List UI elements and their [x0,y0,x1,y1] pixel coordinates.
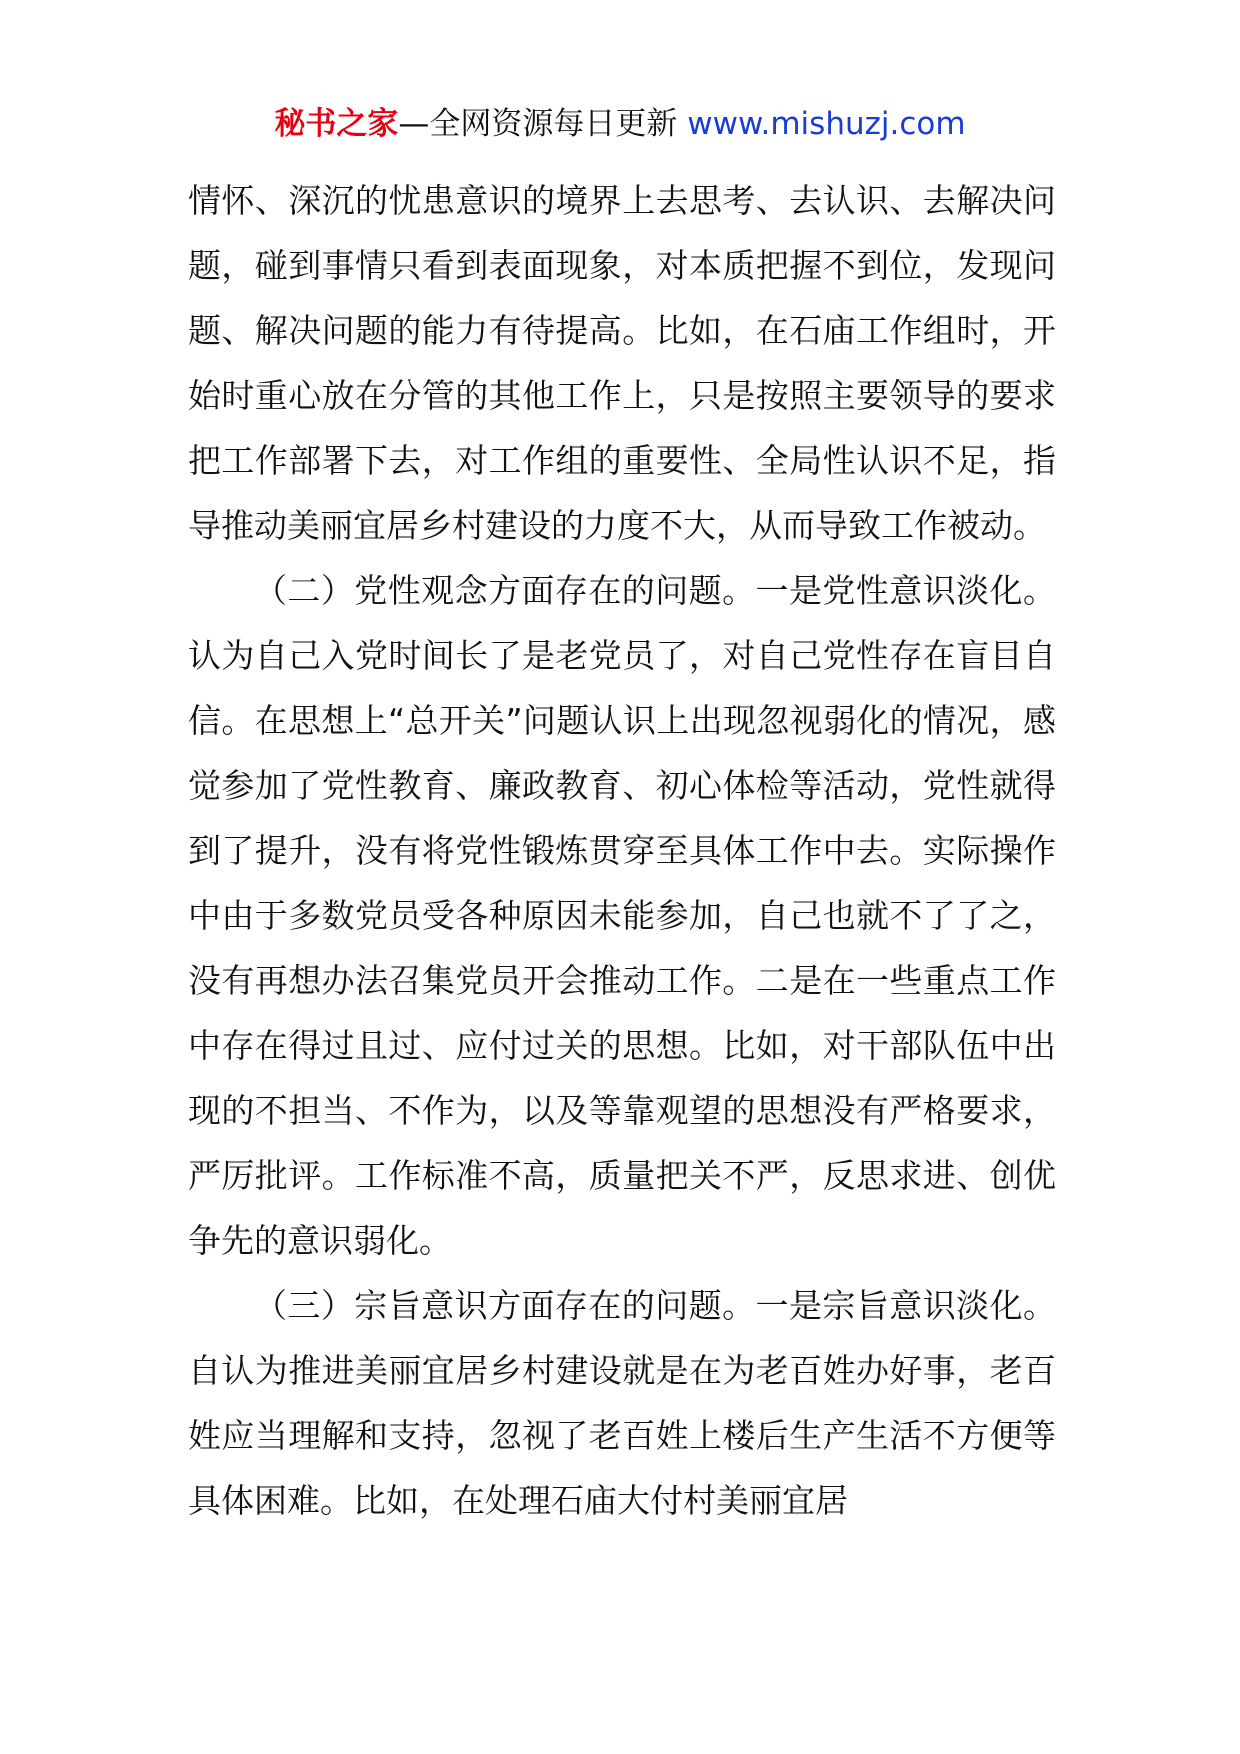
site-banner [0,104,1240,144]
site-url-link[interactable]: www.mishuzj.com [687,106,966,142]
paragraph-1: 情怀、深沉的忧患意识的境界上去思考、去认识、去解决问题，碰到事情只看到表面现象，对本质把握不到位，发现问题、解决问题的能力有待提高。比如，在石庙工作组时，开始时重心放在分管的其他工作上，只是按照主要领导的要求把工作部署下去，对工作组的重要性、全局性认识不足，指导推动美丽宜居乡村建设的力度不大，从而导致工作被动。 [188,181,1056,545]
banner-slogan: —全网资源每日更新 [398,106,688,142]
paragraph-3: （三）宗旨意识方面存在的问题。一是宗旨意识淡化。自认为推进美丽宜居乡村建设就是在为老百姓办好事，老百姓应当理解和支持，忽视了老百姓上楼后生产生活不方便等具体困难。比如，在处理石庙大付村美丽宜居 [188,1286,1056,1520]
paragraph-2: （二）党性观念方面存在的问题。一是党性意识淡化。认为自己入党时间长了是老党员了，对自己党性存在盲目自信。在思想上“总开关”问题认识上出现忽视弱化的情况，感觉参加了党性教育、廉政教育、初心体检等活动，党性就得到了提升，没有将党性锻炼贯穿至具体工作中去。实际操作中由于多数党员受各种原因未能参加，自己也就不了了之，没有再想办法召集党员开会推动工作。二是在一些重点工作中存在得过且过、应付过关的思想。比如，对干部队伍中出现的不担当、不作为，以及等靠观望的思想没有严格要求，严厉批评。工作标准不高，质量把关不严，反思求进、创优争先的意识弱化。 [188,571,1056,1260]
brand-name: 秘书之家 [274,106,399,142]
document-body [188,168,1056,1533]
